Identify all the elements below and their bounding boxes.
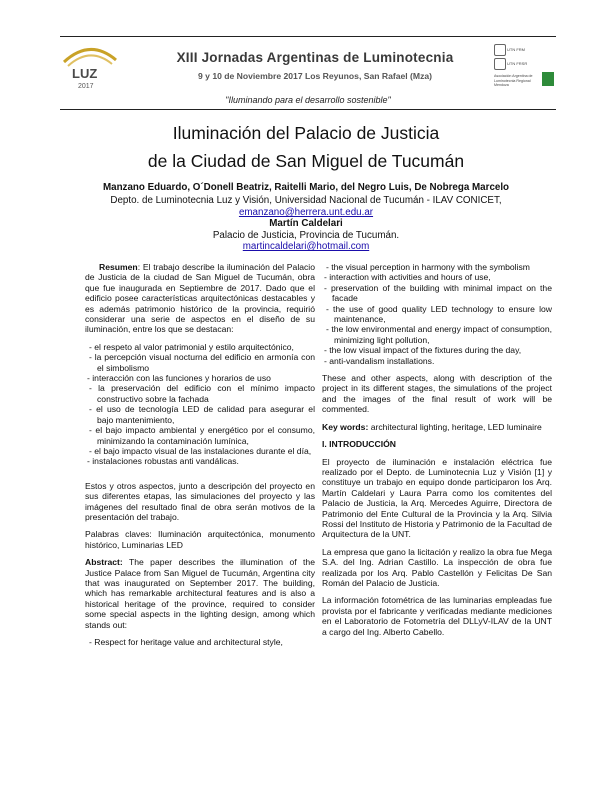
abstract-item: - the visual perception in harmony with the symbolism — [326, 262, 530, 272]
resumen-item: - el bajo impacto visual de las instalaciones durante el día, — [89, 445, 312, 456]
abstract-item: - the low visual impact of the fixtures during the day, — [324, 345, 522, 356]
luz-logo-year: 2017 — [78, 83, 94, 90]
header-bottom-rule — [60, 109, 556, 110]
resumen-item: - instalaciones robustas anti vandálicas. — [87, 456, 239, 467]
utn-frm-logo-icon — [494, 44, 506, 56]
paper-title-line1: Iluminación del Palacio de Justicia — [172, 123, 440, 143]
left-column — [85, 262, 315, 654]
affiliation-1: Depto. de Luminotecnia Luz y Visión, Universidad Nacional de Tucumán - ILAV CONICET, — [110, 195, 502, 206]
email-1-wrapper — [0, 207, 612, 218]
abstract-intro: The paper describes the illumination of the Justice Palace from San Miguel de Tucumán, Argentina city that was inaugurated on September 2017. The building, which has remarkable architectural features and is also a historical heritage of the province, required to consider some special aspects in the lighting design, among which stands out: — [85, 557, 315, 630]
resumen-paragraph — [85, 262, 315, 335]
resumen-closing: Estos y otros aspectos, junto a descripción del proyecto en sus diferentes etapas, las simulaciones del proyecto y las imágenes del resultado final de obra serán motivos de la presentación del trabajo. — [85, 480, 315, 522]
utn-frm-label: UTN FRM — [507, 47, 525, 52]
aadl-logo-icon — [542, 72, 554, 86]
resumen-intro: : El trabajo describe la iluminación del Palacio de Justicia de la ciudad de San Miguel de Tucumán, obra que fue inaugurada en Septiembre de 2017. Dado que el edificio posee características arquitectónicas destacables y es además patrimonio histórico de la provincia, requirió considerar una serie de aspectos en el diseño de su iluminación, entre los que se destacan: — [85, 262, 315, 335]
resumen-item: - el uso de tecnología LED de calidad para asegurar el bajo mantenimiento, — [89, 404, 315, 425]
keywords-label: Key words: — [322, 421, 369, 432]
paper-title-line2: de la Ciudad de San Miguel de Tucumán — [147, 151, 465, 171]
abstract-item: - Respect for heritage value and architectural style, — [89, 637, 283, 647]
header-top-rule — [60, 36, 556, 37]
resumen-item: - la preservación del edificio con el mínimo impacto constructivo sobre la fachada — [89, 383, 315, 404]
abstract-item: - preservation of the building with minimal impact on the facade — [324, 282, 552, 304]
banner-subtitle: 9 y 10 de Noviembre 2017 Los Reyunos, San Rafael (Mza) — [197, 71, 433, 81]
second-author: Martín Caldelari — [269, 218, 343, 229]
aadl-label: Asociación Argentina de Luminotecnia Regional Mendoza — [494, 74, 533, 88]
banner-title: XIII Jornadas Argentinas de Luminotecnia — [176, 50, 454, 65]
utn-frsr-label: UTN FRSR — [507, 61, 528, 66]
abstract-item: - the use of good quality LED technology to ensure low maintenance, — [326, 303, 552, 325]
intro-paragraph: El proyecto de iluminación e instalación eléctrica fue realizado por el Depto. de Luminotecnia Luz y Visión [1] y constituye un trabajo en equipo donde participaron los Arq. Martín Caldelari y Laura Parra como los comitentes del Palacio de Justicia, la Arq. Mercedes Aguirre, Directora de Patrimonio del Ente Cultural de la Provincia y la Arq. Silvia Rossi del Instituto de Historia y Patrimonio de la Facultad de Arquitectura de la UNT. — [322, 456, 552, 540]
abstract-item: - interaction with activities and hours of use, — [324, 272, 491, 283]
resumen-item: - el bajo impacto ambiental y energético por el consumo, minimizando la contaminación lumínica, — [89, 425, 315, 446]
luz-logo-text: LUZ — [72, 66, 98, 81]
abstract-list-left — [85, 637, 315, 647]
intro-paragraph: La empresa que gano la licitación y realizo la obra fue Mega S.A. del Ing. Adrian Castillo. La inspección de obra fue realizada por los Arq. Pablo Castellón y Felicitas De San Román del Palacio de Justicia. — [322, 546, 552, 588]
abstract-label: Abstract: — [85, 557, 123, 568]
resumen-item: - interacción con las funciones y horarios de uso — [87, 373, 271, 384]
email-1-link[interactable]: emanzano@herrera.unt.edu.ar — [238, 207, 374, 218]
affiliation-2: Palacio de Justicia, Provincia de Tucumán. — [212, 230, 400, 241]
email-2-link[interactable]: martincaldelari@hotmail.com — [242, 241, 370, 252]
utn-frsr-logo-icon — [494, 58, 506, 70]
keywords-text: architectural lighting, heritage, LED luminaire — [368, 421, 542, 432]
abstract-list-right — [322, 262, 552, 366]
resumen-item: - la percepción visual nocturna del edificio en armonía con el simbolismo — [89, 352, 315, 373]
resumen-list — [85, 342, 315, 467]
conference-banner — [60, 42, 556, 92]
resumen-label: Resumen — [99, 262, 138, 272]
resumen-item: - el respeto al valor patrimonial y estilo arquitectónico, — [89, 341, 294, 352]
section-heading-introduccion: I. INTRODUCCIÓN — [322, 439, 396, 450]
luz-logo — [60, 42, 120, 90]
email-2-wrapper — [0, 241, 612, 252]
resumen-keywords: Palabras claves: Iluminación arquitectónica, monumento histórico, Luminarias LED — [85, 529, 315, 550]
abstract-closing: These and other aspects, along with description of the project in its different stages, the simulations of the project and the images of the final result of work will be commented. — [322, 373, 552, 415]
abstract-item: - the low environmental and energy impact of consumption, minimizing light pollution, — [326, 324, 552, 345]
conference-slogan: "Iluminando para el desarrollo sostenible" — [225, 95, 391, 105]
intro-paragraph: La información fotométrica de las luminarias empleadas fue provista por el fabricante y verificadas mediante mediciones en el Laboratorio de Fotometría del DLLyV-ILAV de la UNT a cargo del Ing. Alberto Cabello. — [322, 595, 552, 637]
sponsor-logos — [494, 44, 556, 90]
author-list: Manzano Eduardo, O´Donell Beatriz, Raitelli Mario, del Negro Luis, De Nobrega Marcelo — [102, 182, 510, 193]
right-column — [322, 262, 552, 644]
abstract-keywords — [322, 422, 552, 432]
abstract-paragraph — [85, 557, 315, 630]
abstract-item: - anti-vandalism installations. — [324, 355, 435, 366]
